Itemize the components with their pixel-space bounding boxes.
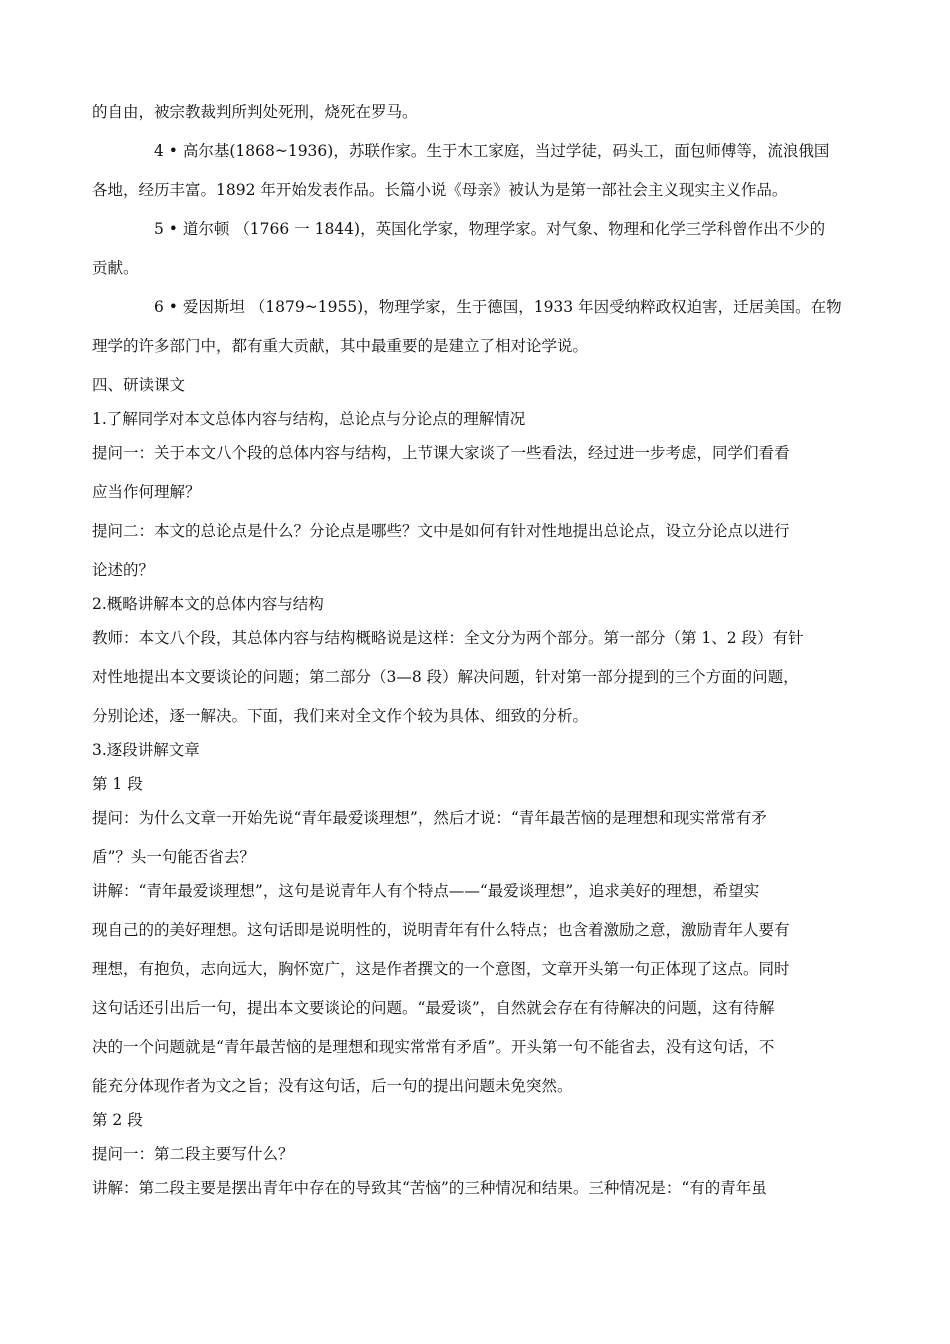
text-line: 论述的？ (92, 561, 155, 579)
text-line: 对性地提出本文要谈论的问题；第二部分（3—8 段）解决问题，针对第一部分提到的三个方面的问题， (92, 668, 799, 686)
text-line: 5 • 道尔顿 （1766 一 1844)，英国化学家，物理学家。对气象、物理和化学三学科曾作出不少的 (154, 220, 826, 238)
text-line: 贡献。 (92, 259, 139, 277)
subsection-heading: 3.逐段讲解文章 (92, 741, 200, 759)
text-line: 的自由，被宗教裁判所判处死刑，烧死在罗马。 (92, 103, 418, 121)
text-line: 分别论述，逐一解决。下面，我们来对全文作个较为具体、细致的分析。 (92, 707, 589, 725)
paragraph-label: 第 1 段 (92, 775, 143, 793)
document-page (92, 97, 860, 1212)
section-heading: 四、研读课文 (92, 376, 186, 394)
text-line: 提问一：第二段主要写什么？ (92, 1145, 294, 1163)
subsection-heading: 1.了解同学对本文总体内容与结构，总论点与分论点的理解情况 (92, 410, 526, 428)
text-line: 现自己的的美好理想。这句话即是说明性的，说明青年有什么特点；也含着激励之意，激励青年人要有 (92, 921, 790, 939)
text-line: 理想，有抱负，志向远大，胸怀宽广，这是作者撰文的一个意图，文章开头第一句正体现了这点。同时 (92, 960, 790, 978)
text-line: 盾”？头一句能否省去？ (92, 848, 255, 866)
text-line: 这句话还引出后一句，提出本文要谈论的问题。“最爱谈”，自然就会存在有待解决的问题，这有待解 (92, 999, 775, 1017)
text-line: 应当作何理解？ (92, 483, 201, 501)
text-line: 教师：本文八个段，其总体内容与结构概略说是这样：全文分为两个部分。第一部分（第 1、2 段）有针 (92, 629, 804, 647)
text-line: 讲解：“青年最爱谈理想”，这句是说青年人有个特点——“最爱谈理想”，追求美好的理想，希望实 (92, 882, 760, 900)
text-line: 能充分体现作者为文之旨；没有这句话，后一句的提出问题未免突然。 (92, 1077, 573, 1095)
text-line: 各地，经历丰富。1892 年开始发表作品。长篇小说《母亲》被认为是第一部社会主义现实主义作品。 (92, 181, 788, 199)
text-line: 决的一个问题就是“青年最苦恼的是理想和现实常常有矛盾”。开头第一句不能省去，没有这句话，不 (92, 1038, 775, 1056)
text-line: 提问一：关于本文八个段的总体内容与结构，上节课大家谈了一些看法，经过进一步考虑，同学们看看 (92, 444, 790, 462)
text-line: 理学的许多部门中，都有重大贡献，其中最重要的是建立了相对论学说。 (92, 337, 589, 355)
paragraph-label: 第 2 段 (92, 1111, 143, 1129)
text-line: 提问：为什么文章一开始先说“青年最爱谈理想”，然后才说：“青年最苦恼的是理想和现实常常有矛 (92, 809, 767, 827)
subsection-heading: 2.概略讲解本文的总体内容与结构 (92, 595, 324, 613)
text-line: 6 • 爱因斯坦 （1879~1955)，物理学家，生于德国，1933 年因受纳粹政权迫害，迁居美国。在物 (154, 298, 842, 316)
text-line: 提问二：本文的总论点是什么？分论点是哪些？文中是如何有针对性地提出总论点，设立分论点以进行 (92, 522, 790, 540)
text-line: 讲解：第二段主要是摆出青年中存在的导致其“苦恼”的三种情况和结果。三种情况是：“有的青年虽 (92, 1179, 767, 1197)
text-line: 4 • 高尔基(1868~1936)，苏联作家。生于木工家庭，当过学徒，码头工，面包师傅等，流浪俄国 (154, 142, 830, 160)
